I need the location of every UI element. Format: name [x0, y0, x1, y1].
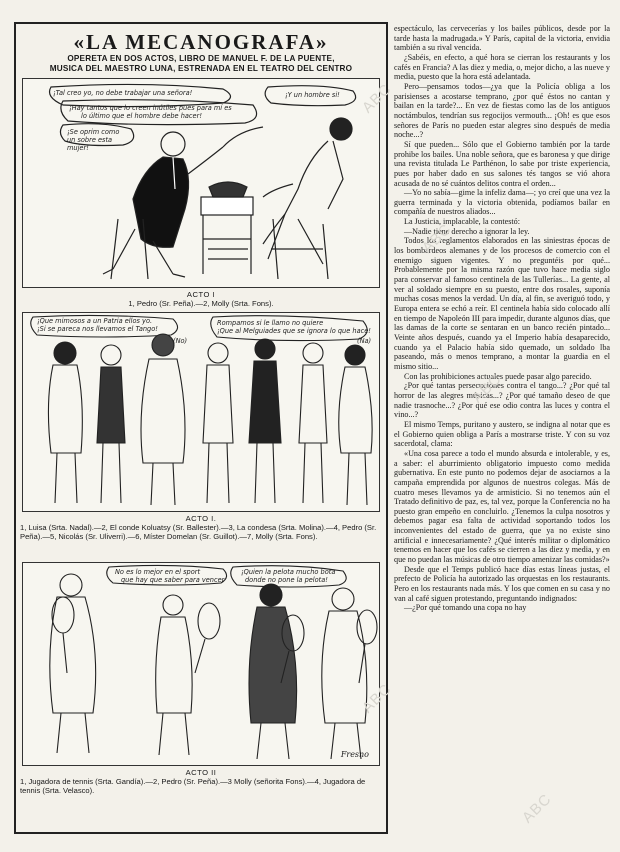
article-paragraph: ¿Sabéis, en efecto, a qué hora se cierran los restaurants y los cafés en Francia? A las diez y media, o, mejor dicho, a las nueve y media, puesto que la hora está adelantada.	[394, 52, 610, 82]
speech-bubble-5: ¡Y un hombre si!	[285, 91, 340, 99]
watermark: ABC	[358, 680, 395, 717]
speech-bubble-3: lo último que el hombre debe hacer!	[81, 112, 202, 120]
article-paragraph: espectáculo, las cervecerías y los bailes públicos, desde por la tarde hasta la madrugada.» Y París, capital de la victoria, envidia también a su rival vencida.	[394, 24, 610, 53]
speech-bubble-1: No es lo mejor en el sport	[115, 568, 201, 576]
speech-bubble-5: ¡Que al Melguiades que se ignora lo que hace!	[217, 327, 371, 335]
cartoon-panel-act1-group	[22, 312, 380, 512]
article-paragraph: «Una cosa parece a todo el mundo absurda e intolerable, y es, a saber: el aburrimiento obligatorio impuesto como medida gubernativa. En este punto no podemos dejar de asociarnos a la campaña emprendida por algunos de nuestros colegas. Más de cuatro meses llevamos ya de armisticio. Si no tenemos aún el Tratado definitivo de paz, es, tal vez, porque la Conferencia no ha puesto gran empeño en concluirlo. ¿Tenemos la culpa nosotros y debemos pagar esa falta de actividad soportando todos los inconvenientes del estado de guerra, que ya no existe sino artificial e innecesariamente? ¿Qué interés militar o diplomático tenemos en hacer que los cafés se cierren a las diez y media, y en que no puedan las músicas de otro tiempo amenizar las comidas?»	[394, 448, 610, 565]
speech-bubble-4: donde no pone la pelota!	[245, 576, 328, 584]
speech-bubble-2: ¡Hay tantos que lo creen inútiles pues para mí es	[69, 104, 232, 112]
article-paragraph: —Nadie tiene derecho a ignorar la ley.	[404, 226, 530, 236]
article-paragraph: —¿Por qué tomando una copa no hay	[404, 603, 527, 613]
act-label: ACTO I	[186, 290, 216, 299]
subtitle-line-1: OPERETA EN DOS ACTOS, LIBRO DE MANUEL F. DE LA PUENTE,	[67, 54, 335, 63]
article-paragraph: El mismo Temps, puritano y austero, se indigna al notar que es el Gobierno quien obliga a París a mostrarse triste. Y con su voz sacerdotal, clama:	[394, 419, 610, 449]
article-paragraph: Sí que pueden... Sólo que el Gobierno también por la tarde prohibe los bailes. Una noble señora, que es baronesa y que dirige una revista titulada Le Parthénon, lo sabe por triste experiencia, pues por haber dado en sus salones tés tangos se vió ahora acusada de no sé cuántos delitos contra el orden...	[394, 139, 610, 188]
subtitle-line-2: MUSICA DEL MAESTRO LUNA, ESTRENADA EN EL TEATRO DEL CENTRO	[49, 64, 353, 73]
article-paragraph: La Justicia, implacable, la contestó:	[404, 217, 520, 227]
page-subtitle	[20, 54, 382, 74]
speech-bubble-4: ¡Se oprim como un sobre esta mujer!	[67, 128, 120, 152]
caption-text: 1, Luisa (Srta. Nadal).—2, El conde Koluatsy (Sr. Ballester).—3, La condesa (Srta. Molina).—4, Pedro (Sr. Peña).—5, Nicolás (Sr. Uliverri).—6, Míster Domelan (Sr. Guillot).—7, Molly (Srta. Fons).	[20, 523, 377, 541]
page-title: «LA MECANOGRAFA»	[73, 30, 329, 54]
watermark: ABC	[418, 220, 455, 257]
caption-act2	[20, 768, 382, 795]
watermark: ABC	[518, 790, 555, 827]
article-column	[394, 24, 610, 836]
article-paragraph: Con las prohibiciones actuales puede pasar algo parecido.	[404, 371, 592, 381]
caption-text: 1, Jugadora de tennis (Srta. Gandía).—2, Pedro (Sr. Peña).—3 Molly (señorita Fons).—4, Jugadora de tennis (Srta. Velasco).	[20, 777, 366, 795]
act-label: ACTO II	[185, 768, 217, 777]
artist-signature: Fresno	[340, 750, 369, 759]
article-paragraph: Pero—pensamos todos—¿ya que la Policía obliga a los parisienses a acostarse temprano, ¿por qué éstos no cantan y bailan en la tarde?... En vez de fiestas como las de los antiguos noctámbulos, tendrían sus regocijos vermouth... ¡Oh! es que esos señores de París no pueden estar alegres sino después de media noche...?	[394, 81, 610, 140]
speech-bubble-6: (Na)	[357, 337, 372, 345]
act-label: ACTO I.	[185, 514, 217, 523]
watermark: ABC	[468, 370, 505, 407]
article-paragraph: ¿Por qué tantas persecuciones contra el tango...? ¿Por qué tal horror de las alegres músicas...? ¿Por qué tamaño deseo de que nadie trasnoche...? ¿Por qué ese odio contra las luces y contra el vino...?	[394, 381, 610, 420]
speech-bubble-1: ¡Tal creo yo, no debe trabajar una señora!	[53, 89, 193, 97]
caption-text: 1, Pedro (Sr. Peña).—2, Molly (Srta. Fons).	[128, 299, 274, 308]
cartoon-panel-act2-tennis	[22, 562, 380, 766]
speech-bubble-1: ¡Que mimosos a un Patria ellos yo.	[37, 317, 153, 325]
caption-act1-b	[20, 514, 382, 541]
cartoon-panel-act1-office	[22, 78, 380, 288]
speech-bubble-2: que hay que saber para vencer	[121, 576, 225, 584]
cartoon-drawing-3	[23, 563, 380, 766]
speech-bubble-2: ¡Si se pareca nos llevamos el Tango!	[37, 325, 158, 333]
speech-bubble-4: Rompamos si le llamo no quiere	[217, 319, 324, 327]
caption-act1-a	[20, 290, 382, 308]
article-paragraph: Desde que el Temps publicó hace días estas líneas justas, el prefecto de Policía ha autorizado las orquestas en los restaurants. Pero en los restaurants nada más. Y los que comen en su casa y no van al café siguen protestando, preguntando indignados:	[394, 564, 610, 603]
speech-bubble-3: ¡Quien la pelota mucho bota	[241, 568, 336, 576]
article-paragraph: Todos los reglamentos elaborados en las siniestras épocas de los bombardeos alemanes y de los procesos de comercio con el enemigo siguen vigentes. Y no preguntéis por qué... Probablemente por la misma razón que tuvo hace media siglo para conservar al famoso centinela de las Tullerías... La gente, al ver al soldado siempre en su puesto, entre dos rosales, suponía muchas cosas menos la verdad. Un día, al fin, se averiguó todo, y Europa entera se echó a reír. El centinela había sido colocado allí en tiempo de Napoleón III para impedir, durante algunos días, que las damas de la corte se sentaran en un banco recién pintado... Veinte años después, cuando ya el Imperio había desaparecido, cuando ya el Palacio había sido quemado, un soldado lba paseando, más o menos temprano, a montar la guardia en el mismo sitio...	[394, 236, 610, 371]
cartoon-drawing-2	[23, 313, 380, 512]
article-paragraph: —Yo no sabía—gime la infeliz dama—; yo creí que una vez la guerra terminada y la victoria obtenida, podíamos bailar en compañía de nuestros aliados...	[394, 188, 610, 217]
speech-bubble-3: (No)	[173, 337, 188, 345]
watermark: ABC	[358, 80, 395, 117]
